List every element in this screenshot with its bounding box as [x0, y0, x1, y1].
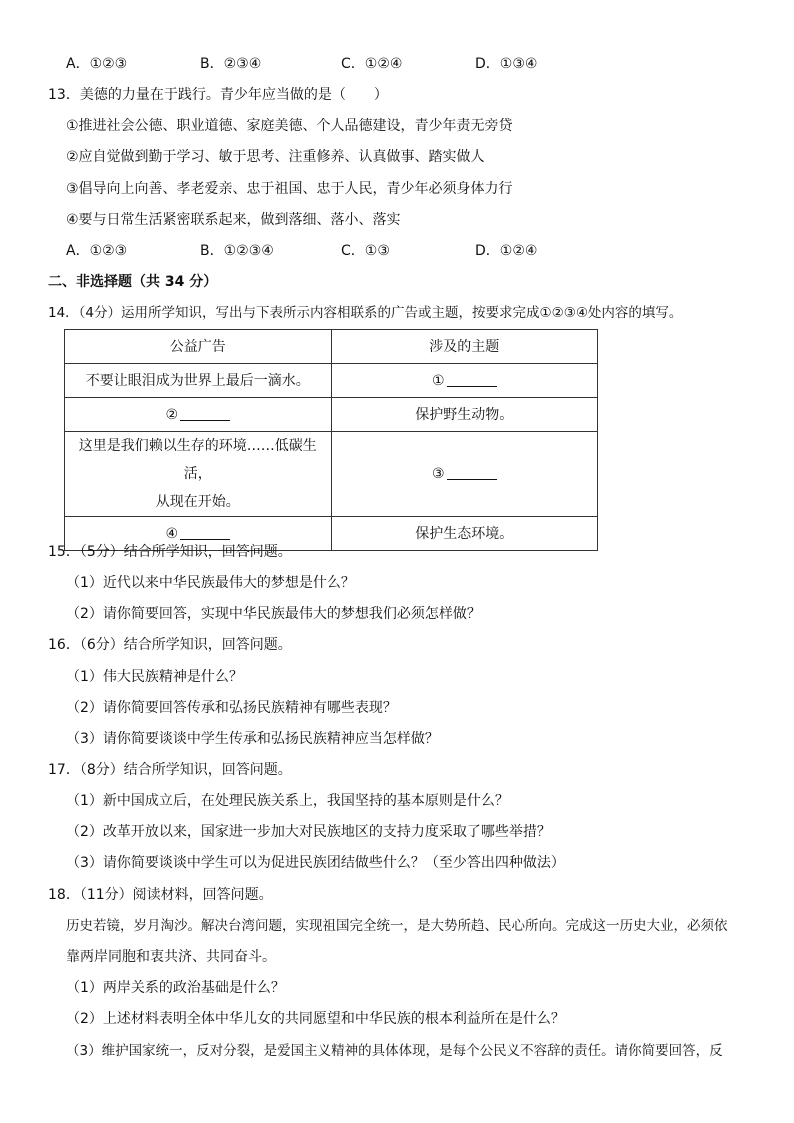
q16-sub: （2）请你简要回答传承和弘扬民族精神有哪些表现？: [66, 700, 397, 716]
table-cell-ad: [65, 432, 332, 517]
q16-sub: （1）伟大民族精神是什么？: [66, 669, 243, 685]
fill-blank: [447, 372, 497, 387]
table-header-cell: 公益广告: [65, 330, 332, 364]
q18-sub: （3）维护国家统一，反对分裂，是爱国主义精神的具体体现，是每个公民义不容辞的责任。请你简要回答，反: [66, 1043, 723, 1059]
q13-item: ③倡导向上向善、孝老爱亲、忠于祖国、忠于人民，青少年必须身体力行: [66, 181, 513, 197]
q12-option-b: B．②③④: [200, 56, 262, 72]
q17-sub: （3）请你简要谈谈中学生可以为促进民族团结做些什么？（至少答出四种做法）: [66, 855, 565, 871]
q17-sub: （1）新中国成立后，在处理民族关系上，我国坚持的基本原则是什么？: [66, 793, 509, 809]
table-cell-ad: [65, 398, 332, 432]
q13-item: ④要与日常生活紧密联系起来，做到落细、落小、落实: [66, 212, 401, 228]
table-cell-theme: [331, 432, 598, 517]
table-cell-theme: [331, 364, 598, 398]
q13-item: ②应自觉做到勤于学习、敏于思考、注重修养、认真做事、踏实做人: [66, 149, 485, 165]
table-cell-ad: 不要让眼泪成为世界上最后一滴水。: [65, 364, 332, 398]
table-header-cell: 涉及的主题: [331, 330, 598, 364]
q17-stem: 17．（8分）结合所学知识，回答问题。: [48, 762, 292, 778]
q16-stem: 16．（6分）结合所学知识，回答问题。: [48, 637, 292, 653]
table-row: [65, 432, 598, 517]
table-cell-theme: 保护野生动物。: [331, 398, 598, 432]
q12-option-d: D．①③④: [475, 56, 538, 72]
ad-text-line: 从现在开始。: [155, 494, 240, 510]
fill-blank: [180, 406, 230, 421]
fill-blank: [180, 525, 230, 540]
ad-text-line: 这里是我们赖以生存的环境……低碳生活，: [78, 438, 317, 482]
table-header-row: [65, 330, 598, 364]
q18-sub: （1）两岸关系的政治基础是什么？: [66, 980, 285, 996]
q13-item: ①推进社会公德、职业道德、家庭美德、个人品德建设，青少年责无旁贷: [66, 118, 513, 134]
table-row: [65, 364, 598, 398]
blank-number: ④: [165, 525, 179, 542]
q13-option-c: C．①③: [341, 243, 390, 259]
table-row: [65, 398, 598, 432]
q18-sub: （2）上述材料表明全体中华儿女的共同愿望和中华民族的根本利益所在是什么？: [66, 1011, 565, 1027]
q12-option-c: C．①②④: [341, 56, 403, 72]
q13-option-d: D．①②④: [475, 243, 538, 259]
q13-option-b: B．①②③④: [200, 243, 274, 259]
q18-material: 历史若镜，岁月淘沙。解决台湾问题，实现祖国完全统一，是大势所趋、民心所向。完成这一历史大业，必须依: [66, 918, 728, 934]
q12-option-a: A．①②③: [66, 56, 128, 72]
q17-sub: （2）改革开放以来，国家进一步加大对民族地区的支持力度采取了哪些举措？: [66, 824, 551, 840]
section-title: 二、非选择题（共 34 分）: [48, 274, 218, 290]
q18-material: 靠两岸同胞和衷共济、共同奋斗。: [66, 949, 276, 965]
q13-option-a: A．①②③: [66, 243, 128, 259]
q16-sub: （3）请你简要谈谈中学生传承和弘扬民族精神应当怎样做？: [66, 731, 439, 747]
blank-number: ②: [165, 406, 179, 423]
q14-stem: 14．（4分）运用所学知识，写出与下表所示内容相联系的广告或主题，按要求完成①②③④处内容的填写。: [48, 305, 683, 321]
q15-sub: （2）请你简要回答，实现中华民族最伟大的梦想我们必须怎样做？: [66, 606, 481, 622]
q15-stem: 15．（5分）结合所学知识，回答问题。: [48, 544, 292, 560]
fill-blank: [447, 465, 497, 480]
q15-sub: （1）近代以来中华民族最伟大的梦想是什么？: [66, 575, 355, 591]
blank-number: ①: [431, 372, 445, 389]
q13-stem: 13．美德的力量在于践行。青少年应当做的是（ ）: [48, 87, 388, 103]
table-cell-theme: 保护生态环境。: [331, 517, 598, 551]
q18-stem: 18．（11分）阅读材料，回答问题。: [48, 887, 273, 903]
q14-table: [64, 329, 598, 551]
blank-number: ③: [431, 466, 445, 482]
